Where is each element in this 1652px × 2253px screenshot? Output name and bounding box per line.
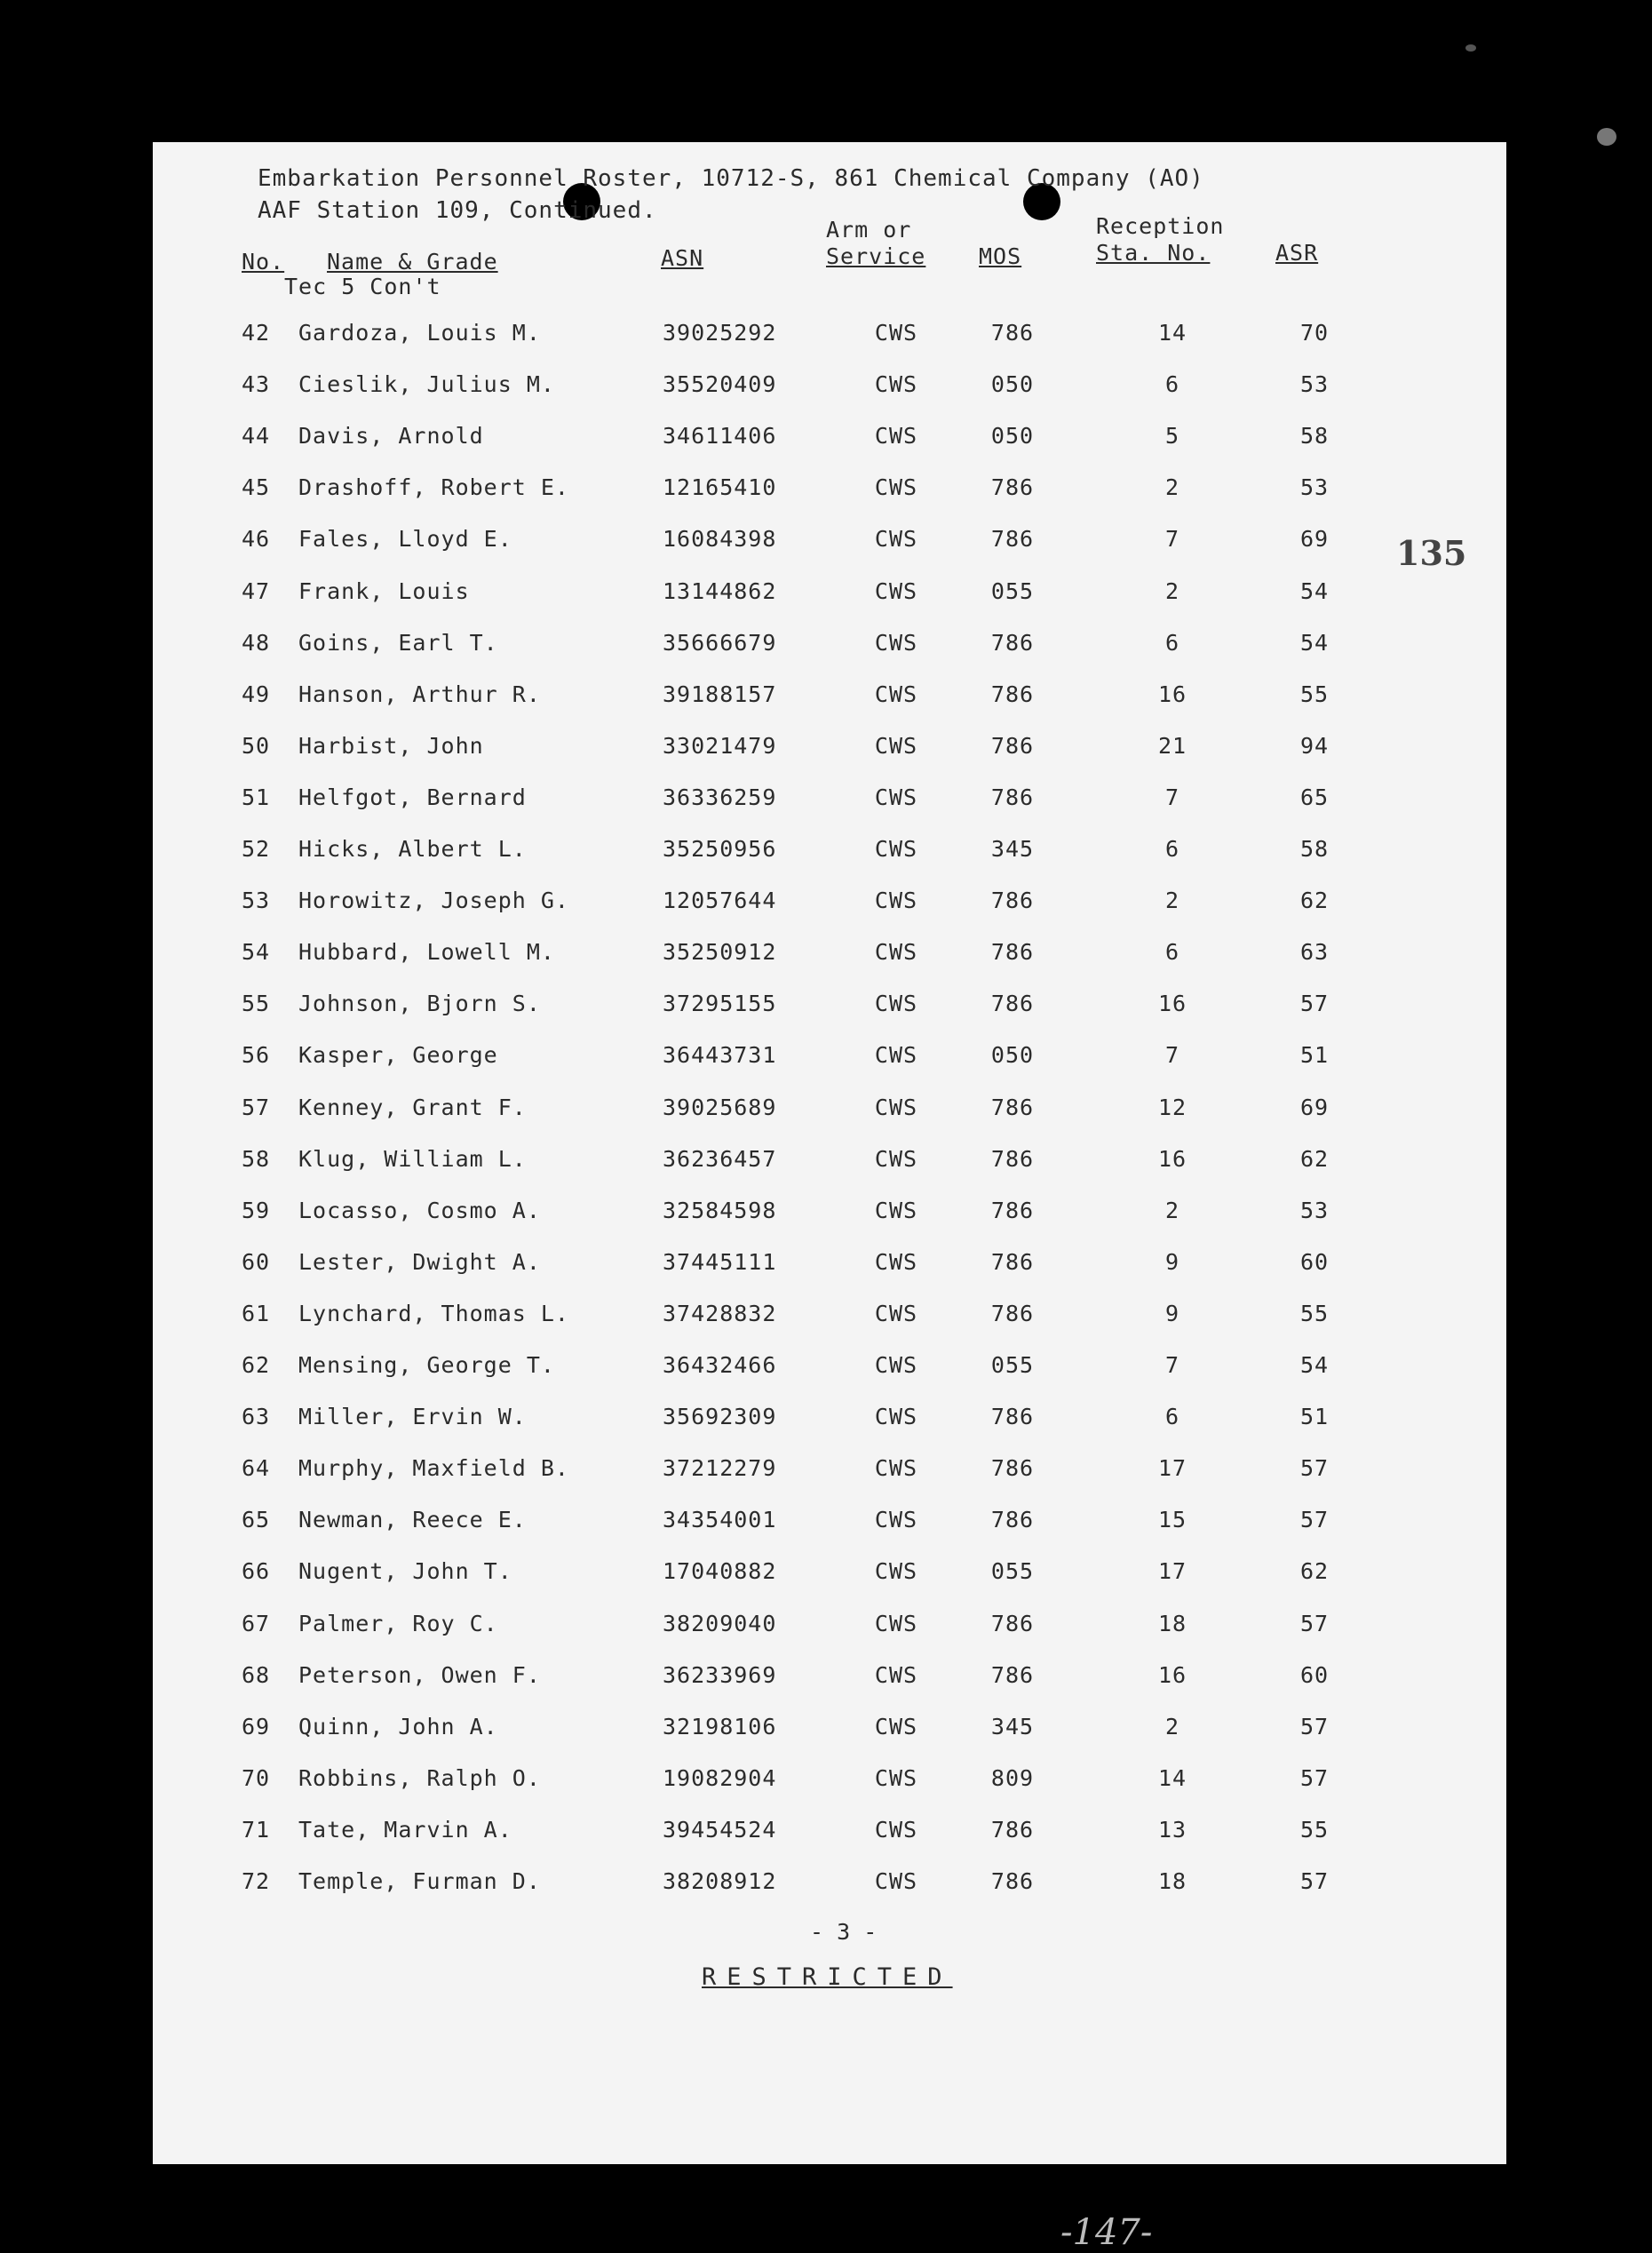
- row-reception-station: 6: [1164, 836, 1180, 862]
- row-mos: 050: [990, 423, 1035, 450]
- row-mos: 786: [990, 1661, 1035, 1688]
- row-asn: 35520409: [663, 371, 777, 398]
- row-arm-service: CWS: [874, 1661, 918, 1688]
- row-asr: 57: [1299, 1868, 1330, 1894]
- row-mos: 786: [990, 784, 1035, 810]
- film-speck: [1465, 44, 1476, 52]
- table-row: [153, 423, 1506, 458]
- row-mos: 786: [990, 1610, 1035, 1636]
- table-row: [153, 1714, 1506, 1749]
- row-arm-service: CWS: [874, 836, 918, 862]
- row-number: 54: [242, 939, 271, 966]
- row-name-grade: Palmer, Roy C.: [298, 1610, 498, 1636]
- row-mos: 786: [990, 732, 1035, 759]
- row-reception-station: 2: [1164, 577, 1180, 604]
- row-mos: 809: [990, 1764, 1035, 1791]
- row-reception-station: 14: [1157, 320, 1187, 346]
- row-mos: 786: [990, 888, 1035, 914]
- row-asr: 69: [1299, 1094, 1330, 1120]
- row-number: 52: [242, 836, 271, 862]
- row-reception-station: 7: [1164, 1042, 1180, 1069]
- row-mos: 345: [990, 1713, 1035, 1740]
- row-reception-station: 16: [1157, 681, 1187, 707]
- row-number: 48: [242, 629, 271, 656]
- row-arm-service: CWS: [874, 1248, 918, 1275]
- row-reception-station: 17: [1157, 1455, 1187, 1482]
- row-mos: 786: [990, 991, 1035, 1017]
- row-mos: 786: [990, 1094, 1035, 1120]
- row-asr: 94: [1299, 732, 1330, 759]
- row-asn: 36336259: [663, 784, 777, 810]
- row-arm-service: CWS: [874, 1145, 918, 1172]
- table-row: [153, 1558, 1506, 1594]
- row-asr: 57: [1299, 1507, 1330, 1533]
- row-asr: 57: [1299, 991, 1330, 1017]
- row-number: 46: [242, 526, 271, 553]
- row-asr: 55: [1299, 681, 1330, 707]
- row-reception-station: 7: [1164, 784, 1180, 810]
- row-name-grade: Locasso, Cosmo A.: [298, 1197, 541, 1223]
- row-name-grade: Temple, Furman D.: [298, 1868, 541, 1894]
- row-name-grade: Tate, Marvin A.: [298, 1816, 512, 1843]
- row-mos: 786: [990, 320, 1035, 346]
- row-reception-station: 5: [1164, 423, 1180, 450]
- row-number: 59: [242, 1197, 271, 1223]
- table-row: [153, 1611, 1506, 1646]
- row-name-grade: Hubbard, Lowell M.: [298, 939, 555, 966]
- row-arm-service: CWS: [874, 1816, 918, 1843]
- row-asr: 58: [1299, 836, 1330, 862]
- table-row: [153, 320, 1506, 355]
- col-header-no: No.: [242, 249, 285, 275]
- row-number: 49: [242, 681, 271, 707]
- row-name-grade: Lester, Dwight A.: [298, 1248, 541, 1275]
- table-row: [153, 1404, 1506, 1439]
- row-mos: 050: [990, 371, 1035, 398]
- row-name-grade: Miller, Ervin W.: [298, 1404, 527, 1430]
- row-arm-service: CWS: [874, 991, 918, 1017]
- row-asn: 39454524: [663, 1816, 777, 1843]
- row-number: 63: [242, 1404, 271, 1430]
- row-asr: 54: [1299, 577, 1330, 604]
- row-arm-service: CWS: [874, 1713, 918, 1740]
- row-asr: 60: [1299, 1661, 1330, 1688]
- row-name-grade: Peterson, Owen F.: [298, 1661, 541, 1688]
- row-mos: 786: [990, 1197, 1035, 1223]
- row-name-grade: Gardoza, Louis M.: [298, 320, 541, 346]
- row-name-grade: Newman, Reece E.: [298, 1507, 527, 1533]
- row-asn: 38208912: [663, 1868, 777, 1894]
- row-asn: 19082904: [663, 1764, 777, 1791]
- row-asn: 32198106: [663, 1713, 777, 1740]
- handwritten-page-number: -147-: [1060, 2212, 1153, 2253]
- table-row: [153, 681, 1506, 717]
- row-asr: 70: [1299, 320, 1330, 346]
- row-arm-service: CWS: [874, 577, 918, 604]
- row-reception-station: 2: [1164, 474, 1180, 501]
- row-asr: 60: [1299, 1248, 1330, 1275]
- row-mos: 786: [990, 1868, 1035, 1894]
- row-reception-station: 18: [1157, 1868, 1187, 1894]
- row-asn: 12057644: [663, 888, 777, 914]
- row-mos: 786: [990, 1404, 1035, 1430]
- row-asr: 54: [1299, 1352, 1330, 1378]
- row-asn: 12165410: [663, 474, 777, 501]
- row-mos: 050: [990, 1042, 1035, 1069]
- row-reception-station: 16: [1157, 991, 1187, 1017]
- row-reception-station: 9: [1164, 1248, 1180, 1275]
- table-row: [153, 371, 1506, 407]
- row-number: 42: [242, 320, 271, 346]
- row-asn: 37295155: [663, 991, 777, 1017]
- row-number: 65: [242, 1507, 271, 1533]
- row-number: 43: [242, 371, 271, 398]
- row-number: 66: [242, 1558, 271, 1585]
- row-mos: 786: [990, 1248, 1035, 1275]
- row-number: 53: [242, 888, 271, 914]
- table-row: [153, 1662, 1506, 1698]
- row-name-grade: Kasper, George: [298, 1042, 498, 1069]
- row-arm-service: CWS: [874, 1094, 918, 1120]
- row-reception-station: 18: [1157, 1610, 1187, 1636]
- table-row: [153, 1765, 1506, 1801]
- grade-note: Tec 5 Con't: [284, 274, 441, 299]
- row-reception-station: 6: [1164, 371, 1180, 398]
- table-row: [153, 1507, 1506, 1542]
- row-arm-service: CWS: [874, 1042, 918, 1069]
- row-number: 51: [242, 784, 271, 810]
- row-name-grade: Drashoff, Robert E.: [298, 474, 569, 501]
- col-header-asn: ASN: [661, 245, 704, 271]
- row-number: 69: [242, 1713, 271, 1740]
- row-arm-service: CWS: [874, 1197, 918, 1223]
- row-asn: 37445111: [663, 1248, 777, 1275]
- row-asn: 34611406: [663, 423, 777, 450]
- row-asn: 37428832: [663, 1300, 777, 1326]
- row-arm-service: CWS: [874, 320, 918, 346]
- row-asn: 34354001: [663, 1507, 777, 1533]
- row-mos: 786: [990, 939, 1035, 966]
- row-asn: 32584598: [663, 1197, 777, 1223]
- row-mos: 786: [990, 681, 1035, 707]
- row-asr: 53: [1299, 1197, 1330, 1223]
- row-number: 61: [242, 1300, 271, 1326]
- row-number: 56: [242, 1042, 271, 1069]
- row-mos: 786: [990, 474, 1035, 501]
- row-arm-service: CWS: [874, 371, 918, 398]
- row-number: 67: [242, 1610, 271, 1636]
- table-row: [153, 836, 1506, 872]
- table-row: [153, 888, 1506, 923]
- row-mos: 055: [990, 1558, 1035, 1585]
- row-reception-station: 16: [1157, 1145, 1187, 1172]
- row-asr: 62: [1299, 888, 1330, 914]
- table-row: [153, 474, 1506, 510]
- row-asn: 35250956: [663, 836, 777, 862]
- row-arm-service: CWS: [874, 784, 918, 810]
- row-number: 45: [242, 474, 271, 501]
- row-mos: 786: [990, 1507, 1035, 1533]
- row-arm-service: CWS: [874, 681, 918, 707]
- row-mos: 055: [990, 577, 1035, 604]
- header-subtitle: AAF Station 109, Continued.: [258, 197, 657, 224]
- row-number: 58: [242, 1145, 271, 1172]
- side-stamp-number: 135: [1396, 533, 1467, 573]
- row-name-grade: Johnson, Bjorn S.: [298, 991, 541, 1017]
- row-arm-service: CWS: [874, 1764, 918, 1791]
- row-asr: 62: [1299, 1145, 1330, 1172]
- row-name-grade: Robbins, Ralph O.: [298, 1764, 541, 1791]
- row-number: 47: [242, 577, 271, 604]
- table-row: [153, 1198, 1506, 1233]
- row-name-grade: Goins, Earl T.: [298, 629, 498, 656]
- row-asr: 58: [1299, 423, 1330, 450]
- row-asr: 65: [1299, 784, 1330, 810]
- row-asr: 51: [1299, 1042, 1330, 1069]
- row-asn: 36233969: [663, 1661, 777, 1688]
- row-arm-service: CWS: [874, 526, 918, 553]
- table-row: [153, 784, 1506, 820]
- row-asn: 37212279: [663, 1455, 777, 1482]
- row-asr: 55: [1299, 1816, 1330, 1843]
- row-asr: 57: [1299, 1610, 1330, 1636]
- table-row: [153, 630, 1506, 665]
- row-name-grade: Harbist, John: [298, 732, 484, 759]
- row-number: 60: [242, 1248, 271, 1275]
- row-asn: 38209040: [663, 1610, 777, 1636]
- row-reception-station: 2: [1164, 1197, 1180, 1223]
- row-arm-service: CWS: [874, 1300, 918, 1326]
- row-arm-service: CWS: [874, 1610, 918, 1636]
- row-asn: 35250912: [663, 939, 777, 966]
- row-number: 64: [242, 1455, 271, 1482]
- film-speck: [1597, 128, 1616, 146]
- row-asn: 39025292: [663, 320, 777, 346]
- row-reception-station: 12: [1157, 1094, 1187, 1120]
- row-arm-service: CWS: [874, 1868, 918, 1894]
- row-mos: 786: [990, 1145, 1035, 1172]
- row-reception-station: 2: [1164, 1713, 1180, 1740]
- row-mos: 786: [990, 526, 1035, 553]
- row-arm-service: CWS: [874, 1455, 918, 1482]
- row-asr: 55: [1299, 1300, 1330, 1326]
- row-asr: 54: [1299, 629, 1330, 656]
- table-row: [153, 1352, 1506, 1388]
- row-arm-service: CWS: [874, 732, 918, 759]
- row-mos: 786: [990, 1300, 1035, 1326]
- row-asn: 36443731: [663, 1042, 777, 1069]
- row-asr: 69: [1299, 526, 1330, 553]
- row-reception-station: 6: [1164, 939, 1180, 966]
- row-asn: 33021479: [663, 732, 777, 759]
- col-header-arm-line1: Arm or: [826, 217, 912, 243]
- table-row: [153, 1868, 1506, 1904]
- row-asr: 51: [1299, 1404, 1330, 1430]
- row-asn: 16084398: [663, 526, 777, 553]
- col-header-reception-line2: Sta. No.: [1096, 240, 1211, 266]
- table-row: [153, 1249, 1506, 1285]
- row-number: 70: [242, 1764, 271, 1791]
- row-reception-station: 15: [1157, 1507, 1187, 1533]
- row-reception-station: 6: [1164, 629, 1180, 656]
- row-asn: 36236457: [663, 1145, 777, 1172]
- col-header-arm-line2: Service: [826, 243, 926, 269]
- row-reception-station: 7: [1164, 1352, 1180, 1378]
- page-number: - 3 -: [810, 1919, 878, 1945]
- col-header-asr: ASR: [1275, 240, 1319, 266]
- row-reception-station: 13: [1157, 1816, 1187, 1843]
- col-header-reception-line1: Reception: [1096, 213, 1225, 239]
- row-mos: 786: [990, 1816, 1035, 1843]
- row-asr: 53: [1299, 371, 1330, 398]
- row-asr: 57: [1299, 1764, 1330, 1791]
- col-header-mos: MOS: [979, 243, 1022, 269]
- row-asn: 35666679: [663, 629, 777, 656]
- row-reception-station: 21: [1157, 732, 1187, 759]
- row-name-grade: Klug, William L.: [298, 1145, 527, 1172]
- row-asn: 36432466: [663, 1352, 777, 1378]
- document-page: [153, 142, 1506, 2253]
- row-mos: 786: [990, 1455, 1035, 1482]
- row-reception-station: 2: [1164, 888, 1180, 914]
- row-asn: 13144862: [663, 577, 777, 604]
- row-name-grade: Hanson, Arthur R.: [298, 681, 541, 707]
- row-number: 68: [242, 1661, 271, 1688]
- row-number: 71: [242, 1816, 271, 1843]
- table-row: [153, 1455, 1506, 1491]
- row-arm-service: CWS: [874, 1352, 918, 1378]
- col-header-name-grade: Name & Grade: [327, 249, 498, 275]
- row-asn: 39025689: [663, 1094, 777, 1120]
- row-name-grade: Nugent, John T.: [298, 1558, 512, 1585]
- row-reception-station: 14: [1157, 1764, 1187, 1791]
- row-reception-station: 17: [1157, 1558, 1187, 1585]
- row-number: 44: [242, 423, 271, 450]
- row-number: 72: [242, 1868, 271, 1894]
- row-name-grade: Mensing, George T.: [298, 1352, 555, 1378]
- table-row: [153, 1301, 1506, 1336]
- table-row: [153, 1042, 1506, 1078]
- row-arm-service: CWS: [874, 423, 918, 450]
- row-asn: 35692309: [663, 1404, 777, 1430]
- row-arm-service: CWS: [874, 939, 918, 966]
- table-row: [153, 991, 1506, 1026]
- row-asn: 17040882: [663, 1558, 777, 1585]
- row-number: 50: [242, 732, 271, 759]
- row-arm-service: CWS: [874, 1507, 918, 1533]
- row-number: 57: [242, 1094, 271, 1120]
- table-row: [153, 1095, 1506, 1130]
- row-number: 55: [242, 991, 271, 1017]
- row-reception-station: 6: [1164, 1404, 1180, 1430]
- row-arm-service: CWS: [874, 1404, 918, 1430]
- row-asr: 57: [1299, 1713, 1330, 1740]
- row-reception-station: 9: [1164, 1300, 1180, 1326]
- row-mos: 345: [990, 836, 1035, 862]
- row-asr: 57: [1299, 1455, 1330, 1482]
- row-arm-service: CWS: [874, 888, 918, 914]
- row-arm-service: CWS: [874, 1558, 918, 1585]
- row-mos: 786: [990, 629, 1035, 656]
- row-name-grade: Cieslik, Julius M.: [298, 371, 555, 398]
- row-name-grade: Frank, Louis: [298, 577, 470, 604]
- row-name-grade: Horowitz, Joseph G.: [298, 888, 569, 914]
- header-title: Embarkation Personnel Roster, 10712-S, 861 Chemical Company (AO): [258, 165, 1204, 192]
- row-asr: 63: [1299, 939, 1330, 966]
- row-name-grade: Davis, Arnold: [298, 423, 484, 450]
- row-arm-service: CWS: [874, 629, 918, 656]
- row-reception-station: 7: [1164, 526, 1180, 553]
- row-name-grade: Quinn, John A.: [298, 1713, 498, 1740]
- row-asr: 62: [1299, 1558, 1330, 1585]
- row-name-grade: Murphy, Maxfield B.: [298, 1455, 569, 1482]
- row-reception-station: 16: [1157, 1661, 1187, 1688]
- table-row: [153, 939, 1506, 975]
- table-row: [153, 526, 1506, 561]
- table-row: [153, 1817, 1506, 1852]
- table-row: [153, 733, 1506, 768]
- row-name-grade: Lynchard, Thomas L.: [298, 1300, 569, 1326]
- row-name-grade: Fales, Lloyd E.: [298, 526, 512, 553]
- row-name-grade: Hicks, Albert L.: [298, 836, 527, 862]
- row-mos: 055: [990, 1352, 1035, 1378]
- row-asn: 39188157: [663, 681, 777, 707]
- table-row: [153, 1146, 1506, 1182]
- classification-marking: RESTRICTED: [702, 1963, 953, 1991]
- table-row: [153, 578, 1506, 614]
- row-number: 62: [242, 1352, 271, 1378]
- row-name-grade: Kenney, Grant F.: [298, 1094, 527, 1120]
- row-arm-service: CWS: [874, 474, 918, 501]
- row-name-grade: Helfgot, Bernard: [298, 784, 527, 810]
- row-asr: 53: [1299, 474, 1330, 501]
